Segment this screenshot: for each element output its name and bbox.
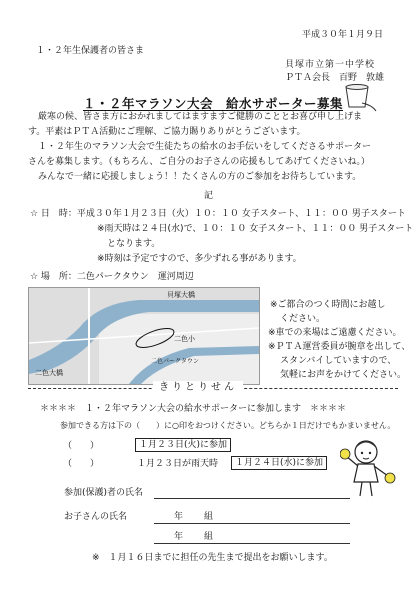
map-note: ※ご都合のつく時間にお越し (270, 300, 386, 310)
pta-president: ＰＴＡ会長 百野 敦雄 (285, 73, 385, 83)
intro-line: 厳寒の候、皆さま方におかれましてはますますご健勝のこととお喜び申し上げま (38, 112, 363, 122)
option2-paren[interactable]: （ ） (63, 459, 100, 469)
cheerleader-icon (340, 432, 398, 500)
option1-paren[interactable]: （ ） (63, 441, 100, 451)
child-name-label: お子さんの氏名 (64, 512, 128, 522)
rain-line: ※雨天時は２４日(水)で、１０：１０ 女子スタート、１１：００ 男子スタート (97, 224, 414, 234)
map-note: ください。 (280, 314, 326, 324)
option1-label: １月２３日(火)に参加 (135, 438, 231, 452)
map-label-park: 二色パークタウン (151, 358, 199, 365)
class-label: 組 (204, 512, 214, 522)
cut-label: きりとりせん (153, 381, 243, 394)
place-line: ☆ 場 所：二色パークタウン 運河周辺 (30, 272, 194, 282)
intro-line: １・２年生のマラソン大会で生徒たちの給水のお手伝いをしてくださるサポーター (38, 142, 372, 152)
time-note: ※時刻は予定ですので、多少ずれる事があります。 (97, 254, 302, 264)
intro-line: す。平素はＰＴＡ活動にご理解、ご協力賜りありがとうございます。 (28, 127, 306, 137)
child-name-field-2[interactable] (154, 543, 350, 544)
parent-name-field[interactable] (154, 498, 350, 499)
class-label: 組 (204, 532, 214, 542)
option2-label: １月２４日(水)に参加 (231, 456, 327, 470)
page-title: １・２年マラソン大会 給水サポーター募集 (83, 96, 344, 111)
addressee: １・２年生保護者の皆さま (36, 46, 145, 56)
schedule-line: ☆ 日 時：平成３０年１月２３日（火）１０：１０ 女子スタート、１１：００ 男子スタート (30, 209, 406, 219)
form-heading: ＊＊＊＊ １・２年マラソン大会の給水サポーターに参加します ＊＊＊＊ (40, 404, 347, 414)
child-name-field-1[interactable] (154, 523, 350, 524)
year-label: 年 (174, 532, 184, 542)
map-note: 気軽にお声をかけてください。 (280, 370, 407, 380)
year-label: 年 (174, 512, 184, 522)
intro-line: みんなで一緒に応援しましょう！！たくさんの方のご参加をお待ちしています。 (38, 172, 362, 182)
deadline-note: ※ １月１６日までに担任の先生まで提出をお願いします。 (92, 553, 333, 563)
map-label-bridge2: 二色大橋 (35, 369, 63, 377)
map-note: ※ＰＴＡ運営委員が腕章を出して、 (268, 342, 411, 352)
ki-mark: 記 (204, 191, 214, 201)
intro-line: さんを募集します。（もちろん、ご自分のお子さんの応援もしてあげてくださいね。） (28, 157, 370, 167)
map-label-bridge1: 貝塚大橋 (167, 291, 195, 299)
date: 平成３０年１月９日 (302, 30, 384, 40)
area-map (28, 287, 260, 385)
option2-prefix: １月２３日が雨天時 (137, 459, 219, 469)
parent-name-label: 参加(保護)者の氏名 (64, 488, 144, 498)
form-instruction: 参加できる方は下の（ ）に○印をおつけください。どちらか１日だけでもかまいません。 (60, 421, 396, 430)
water-cup-icon (338, 81, 378, 113)
map-note: スタンバイしていますので、 (280, 356, 397, 366)
map-note: ※車での来場はご遠慮ください。 (268, 328, 402, 338)
map-label-school: 二色小 (174, 335, 195, 343)
rain-line-2: となります。 (107, 239, 161, 249)
school-name: 貝塚市立第一中学校 (285, 60, 376, 70)
